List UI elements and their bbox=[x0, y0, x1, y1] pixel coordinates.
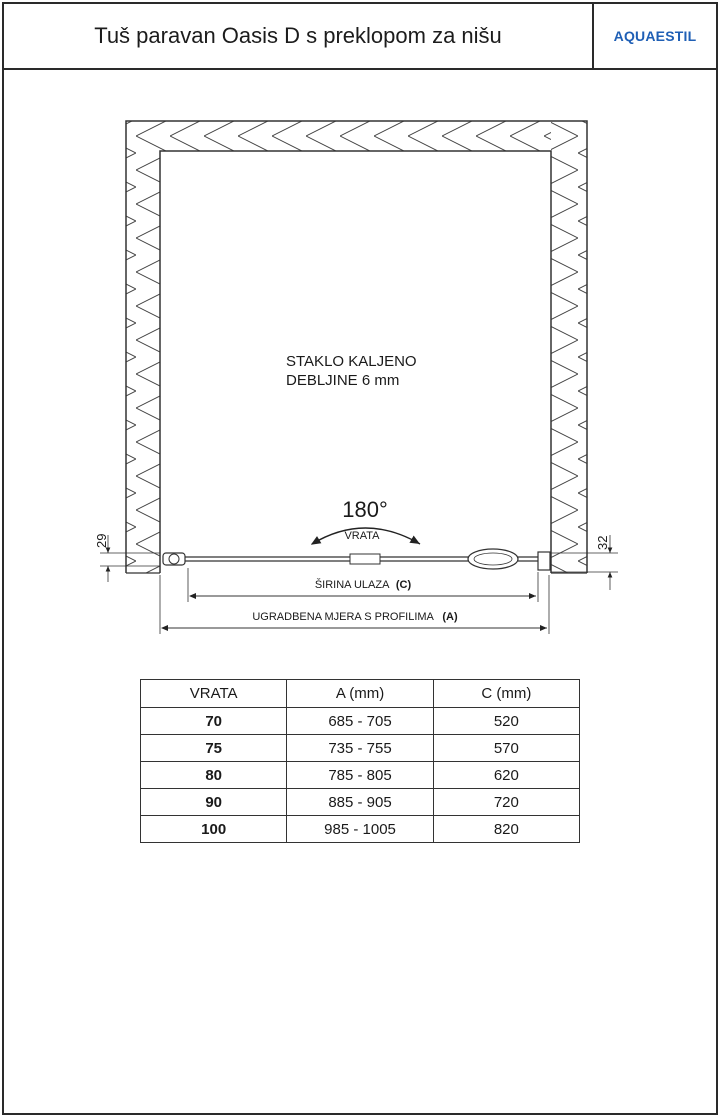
entry-width-dimension bbox=[188, 568, 538, 602]
table-header-row bbox=[141, 680, 580, 708]
entry-width-code: (C) bbox=[395, 579, 412, 591]
header-a: A (mm) bbox=[287, 680, 433, 708]
header-door: VRATA bbox=[141, 680, 287, 708]
table-row bbox=[141, 762, 580, 789]
table-row bbox=[141, 816, 580, 843]
glass-note-line2: DEBLJINE 6 mm bbox=[286, 372, 400, 389]
cell-a: 885 - 905 bbox=[287, 789, 433, 816]
door-profile bbox=[163, 549, 550, 570]
svg-text:UGRADBENA MJERA S PROFILIMA bbox=[252, 611, 458, 623]
cell-a: 735 - 755 bbox=[287, 735, 433, 762]
cell-a: 985 - 1005 bbox=[287, 816, 433, 843]
table-row bbox=[141, 708, 580, 735]
right-depth-value: 32 bbox=[595, 535, 610, 550]
cell-c: 820 bbox=[433, 816, 579, 843]
svg-text:ŠIRINA ULAZA (C) bbox=[315, 578, 412, 591]
cell-door: 75 bbox=[141, 735, 287, 762]
dimensions-table bbox=[140, 679, 580, 843]
cell-door: 90 bbox=[141, 789, 287, 816]
install-size-code: (A) bbox=[442, 611, 458, 623]
door-label: VRATA bbox=[344, 530, 380, 542]
table-row bbox=[141, 789, 580, 816]
entry-width-label: ŠIRINA ULAZA bbox=[314, 579, 389, 591]
header-c: C (mm) bbox=[433, 680, 579, 708]
page-title: Tuš paravan Oasis D s preklopom za nišu bbox=[94, 23, 502, 48]
cell-c: 620 bbox=[433, 762, 579, 789]
cell-door: 100 bbox=[141, 816, 287, 843]
swing-angle: 180° bbox=[342, 497, 388, 522]
brand-logo: AQUAESTIL bbox=[613, 28, 697, 44]
cell-c: 570 bbox=[433, 735, 579, 762]
cell-c: 520 bbox=[433, 708, 579, 735]
cell-door: 80 bbox=[141, 762, 287, 789]
cell-a: 685 - 705 bbox=[287, 708, 433, 735]
table-row bbox=[141, 735, 580, 762]
glass-note-line1: STAKLO KALJENO bbox=[286, 353, 417, 370]
cell-door: 70 bbox=[141, 708, 287, 735]
left-depth-value: 29 bbox=[94, 533, 109, 548]
install-size-label: UGRADBENA MJERA S PROFILIMA bbox=[252, 611, 434, 623]
cell-c: 720 bbox=[433, 789, 579, 816]
cell-a: 785 - 805 bbox=[287, 762, 433, 789]
